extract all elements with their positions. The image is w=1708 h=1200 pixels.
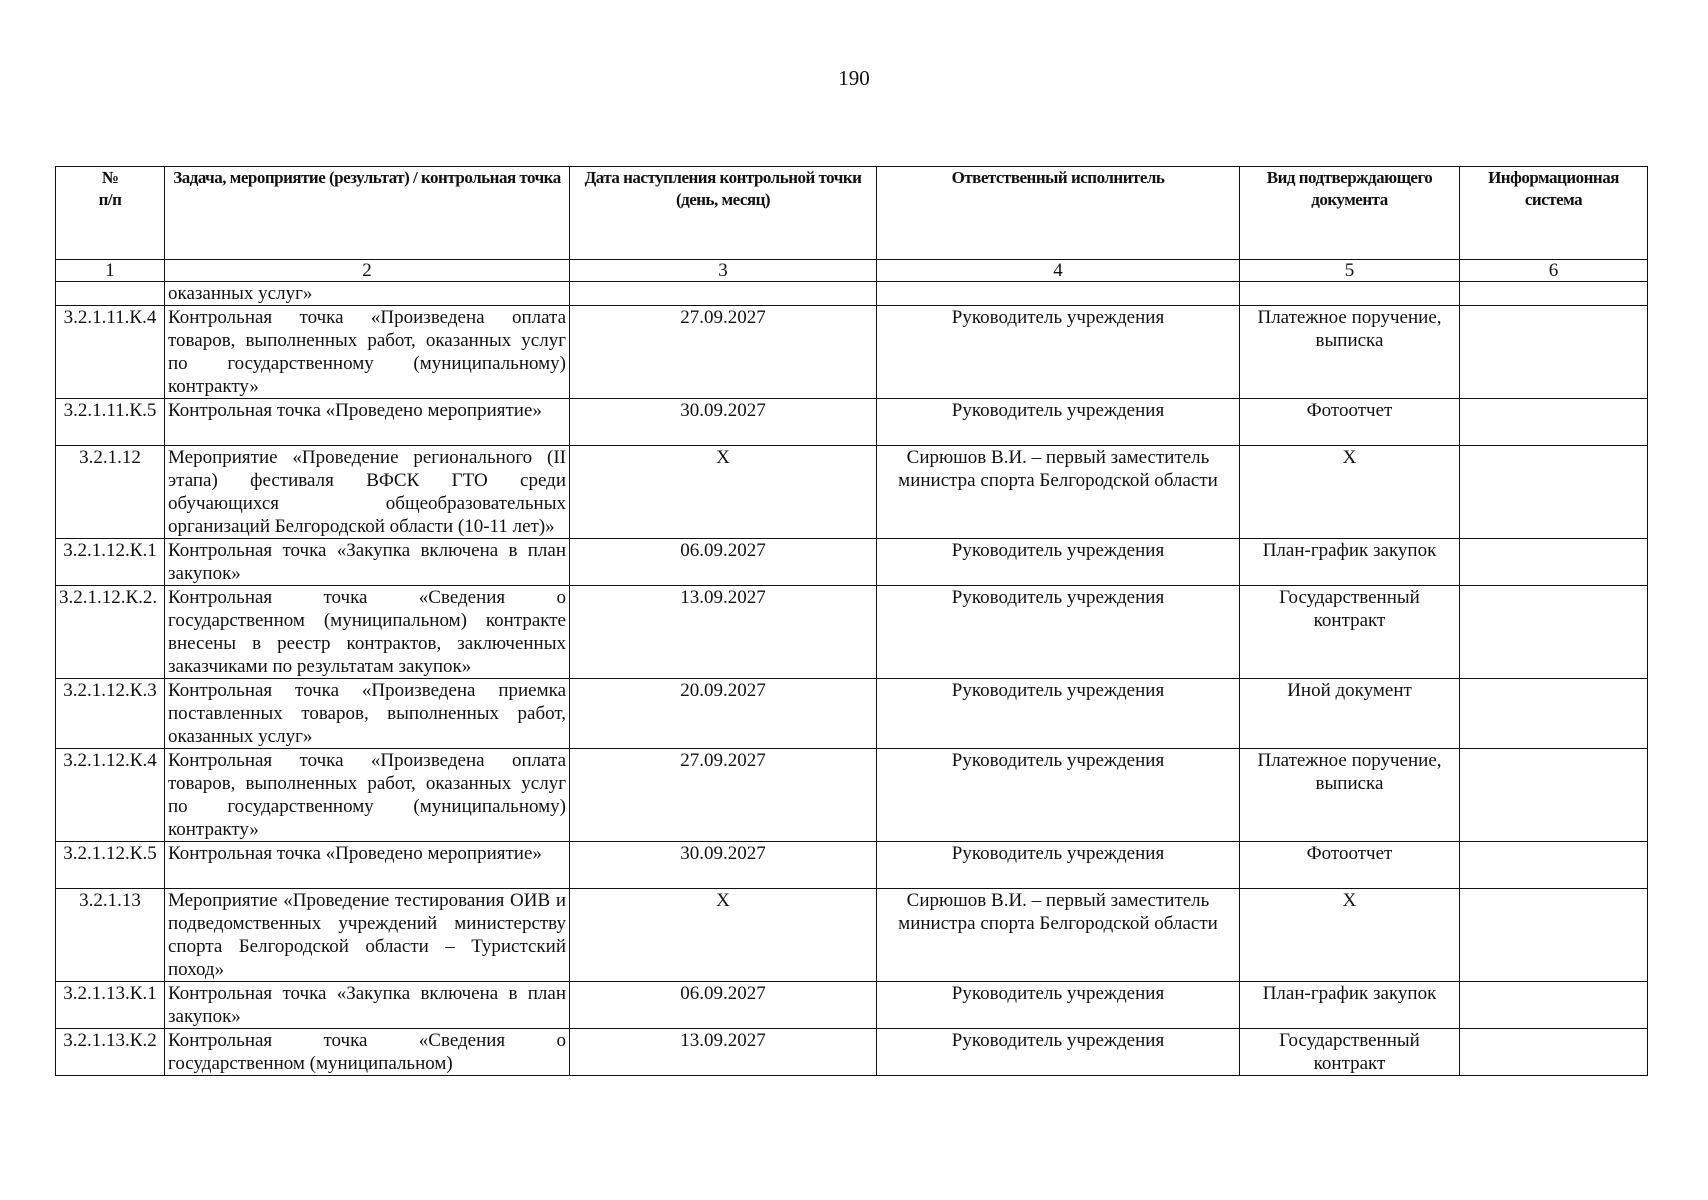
row-date: 30.09.2027 [570,842,877,889]
table-row [56,399,1648,446]
row-number: 3.2.1.12.К.1 [56,539,165,586]
row-document: Государственный контракт [1240,1029,1460,1076]
row-document: Платежное поручение, выписка [1240,749,1460,842]
row-number: 3.2.1.11.К.5 [56,399,165,446]
row-date [570,282,877,306]
row-document: План-график закупок [1240,982,1460,1029]
row-number: 3.2.1.12.К.4 [56,749,165,842]
row-task: Контрольная точка «Произведена приемка поставленных товаров, выполненных работ, оказанных услуг» [165,679,570,749]
row-responsible: Руководитель учреждения [877,679,1240,749]
row-date: 06.09.2027 [570,539,877,586]
row-system [1460,399,1648,446]
row-date: Х [570,889,877,982]
row-responsible: Сирюшов В.И. – первый заместитель министра спорта Белгородской области [877,446,1240,539]
row-task: Контрольная точка «Сведения о государственном (муниципальном) контракте внесены в реестр контрактов, заключенных заказчиками по результатам закупок» [165,586,570,679]
header-responsible: Ответственный исполнитель [877,167,1240,260]
header-task: Задача, мероприятие (результат) / контрольная точка [165,167,570,260]
row-system [1460,679,1648,749]
row-responsible: Руководитель учреждения [877,982,1240,1029]
row-number: 3.2.1.11.К.4 [56,306,165,399]
row-task: Мероприятие «Проведение тестирования ОИВ и подведомственных учреждений министерству спорта Белгородской области – Туристский поход» [165,889,570,982]
row-number: 3.2.1.12.К.3 [56,679,165,749]
row-number: 3.2.1.12 [56,446,165,539]
row-number [56,282,165,306]
row-task: Контрольная точка «Сведения о государственном (муниципальном) [165,1029,570,1076]
column-number: 4 [877,260,1240,282]
table-row [56,679,1648,749]
row-date: 13.09.2027 [570,1029,877,1076]
table-row [56,1029,1648,1076]
row-document: Платежное поручение, выписка [1240,306,1460,399]
row-responsible: Руководитель учреждения [877,586,1240,679]
row-date: 20.09.2027 [570,679,877,749]
row-document [1240,282,1460,306]
row-date: 27.09.2027 [570,306,877,399]
row-document: План-график закупок [1240,539,1460,586]
row-task: Контрольная точка «Произведена оплата товаров, выполненных работ, оказанных услуг по государственному (муниципальному) контракту» [165,749,570,842]
row-responsible: Руководитель учреждения [877,539,1240,586]
row-date: 13.09.2027 [570,586,877,679]
row-date: 30.09.2027 [570,399,877,446]
column-number-row [56,260,1648,282]
row-responsible: Руководитель учреждения [877,749,1240,842]
row-task: Мероприятие «Проведение регионального (II этапа) фестиваля ВФСК ГТО среди обучающихся общеобразовательных организаций Белгородской области (10-11 лет)» [165,446,570,539]
plan-table [55,166,1648,1076]
table-row [56,982,1648,1029]
row-number: 3.2.1.12.К.2. [56,586,165,679]
header-date: Дата наступления контрольной точки (день, месяц) [570,167,877,260]
column-number: 6 [1460,260,1648,282]
row-number: 3.2.1.13.К.1 [56,982,165,1029]
row-responsible: Сирюшов В.И. – первый заместитель министра спорта Белгородской области [877,889,1240,982]
table-row [56,446,1648,539]
row-responsible: Руководитель учреждения [877,306,1240,399]
row-responsible: Руководитель учреждения [877,1029,1240,1076]
header-num: № п/п [56,167,165,260]
row-date: 27.09.2027 [570,749,877,842]
row-system [1460,1029,1648,1076]
row-document: Иной документ [1240,679,1460,749]
page-number: 190 [838,66,870,90]
row-system [1460,539,1648,586]
row-document: Фотоотчет [1240,399,1460,446]
row-date: Х [570,446,877,539]
row-responsible [877,282,1240,306]
row-system [1460,842,1648,889]
row-task: Контрольная точка «Произведена оплата товаров, выполненных работ, оказанных услуг по государственному (муниципальному) контракту» [165,306,570,399]
row-system [1460,282,1648,306]
row-task: Контрольная точка «Проведено мероприятие» [165,842,570,889]
row-number: 3.2.1.13 [56,889,165,982]
column-number: 1 [56,260,165,282]
row-system [1460,889,1648,982]
row-task: Контрольная точка «Проведено мероприятие» [165,399,570,446]
row-task: оказанных услуг» [165,282,570,306]
row-document: Х [1240,446,1460,539]
row-responsible: Руководитель учреждения [877,842,1240,889]
row-task: Контрольная точка «Закупка включена в план закупок» [165,982,570,1029]
table-row [56,889,1648,982]
header-document: Вид подтверждающего документа [1240,167,1460,260]
row-document: Х [1240,889,1460,982]
row-document: Фотоотчет [1240,842,1460,889]
column-number: 5 [1240,260,1460,282]
row-system [1460,446,1648,539]
table-row [56,306,1648,399]
table-row [56,842,1648,889]
row-system [1460,586,1648,679]
row-document: Государственный контракт [1240,586,1460,679]
row-system [1460,749,1648,842]
row-system [1460,982,1648,1029]
table-row [56,282,1648,306]
table-row [56,539,1648,586]
table-row [56,749,1648,842]
column-number: 2 [165,260,570,282]
row-responsible: Руководитель учреждения [877,399,1240,446]
row-number: 3.2.1.13.К.2 [56,1029,165,1076]
row-date: 06.09.2027 [570,982,877,1029]
row-task: Контрольная точка «Закупка включена в план закупок» [165,539,570,586]
header-row [56,167,1648,260]
row-system [1460,306,1648,399]
header-system: Информационная система [1460,167,1648,260]
table-row [56,586,1648,679]
row-number: 3.2.1.12.К.5 [56,842,165,889]
column-number: 3 [570,260,877,282]
